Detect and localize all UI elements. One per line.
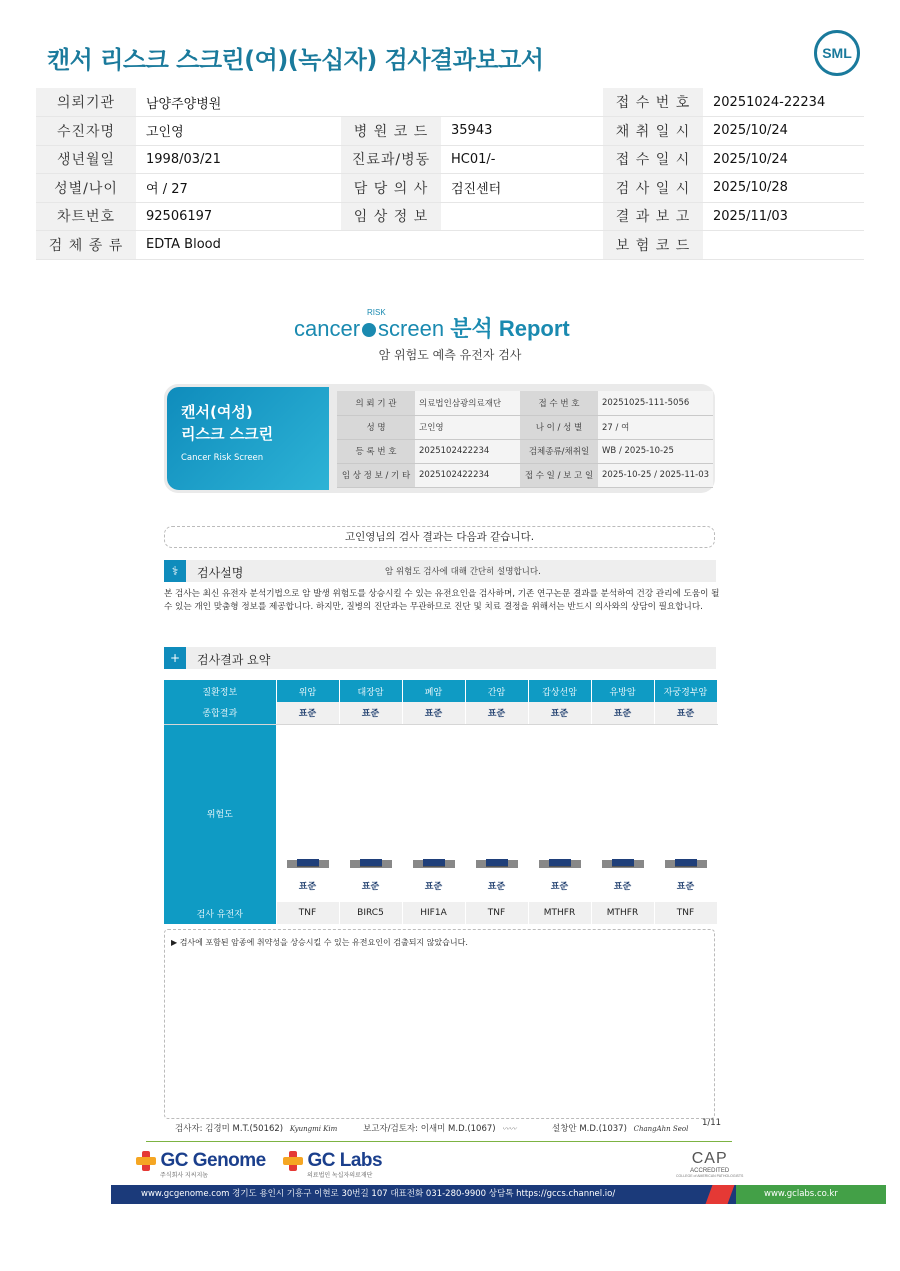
header-row xyxy=(36,88,864,117)
card-title-1: 캔서(여성) xyxy=(181,403,253,421)
result-summary-table xyxy=(164,680,718,924)
disease-name: 대장암 xyxy=(339,680,402,702)
header-value: 92506197 xyxy=(136,202,341,231)
header-row xyxy=(36,145,864,174)
risk-level-label: 표준 xyxy=(550,882,569,892)
card-row xyxy=(337,415,713,439)
label-gene: 검사 유전자 xyxy=(164,902,276,924)
card-value: 의료법인삼광의료재단 xyxy=(415,391,520,415)
card-label: 의 뢰 기 관 xyxy=(337,391,415,415)
header-label xyxy=(341,231,441,260)
gc-labs-logo xyxy=(283,1150,382,1179)
header-label: 임 상 정 보 xyxy=(341,202,441,231)
card-label: 성 명 xyxy=(337,415,415,439)
greeting-banner: 고인영님의 검사 결과는 다음과 같습니다. xyxy=(164,526,715,548)
header-value xyxy=(441,231,603,260)
header-value xyxy=(441,88,603,117)
card-row xyxy=(337,463,713,487)
cancer-risk-screen-logo xyxy=(294,308,570,343)
patient-info-table xyxy=(36,88,864,260)
card-label: 나 이 / 성 별 xyxy=(520,415,598,439)
header-value: 여 / 27 xyxy=(136,174,341,203)
reporter-name: 보고자/검토자: 이새미 M.D.(1067) xyxy=(363,1124,496,1134)
test-description-text: 본 검사는 최신 유전자 분석기법으로 암 발생 위험도를 상승시킬 수 있는 유전요인을 검사하며, 기존 연구논문 결과를 분석하여 건강 관리에 도움이 될 수 있는 개인 맞춤형 정보를 제공합니다. 하지만, 질병의 진단과는 무관하므로 진단 및 치료 결정을 위해서는 반드시 의사와의 상담이 필요합니다. xyxy=(164,589,720,613)
header-label: 담 당 의 사 xyxy=(341,174,441,203)
label-disease: 질환정보 xyxy=(164,680,276,702)
summary-result: 표준 xyxy=(654,702,717,724)
summary-result: 표준 xyxy=(591,702,654,724)
test-gene: HIF1A xyxy=(402,902,465,924)
page-title: 캔서 리스크 스크린(여)(녹십자) 검사결과보고서 xyxy=(47,46,544,74)
test-gene: TNF xyxy=(276,902,339,924)
header-value xyxy=(441,202,603,231)
header-value: 2025/11/03 xyxy=(703,202,864,231)
header-value: 1998/03/21 xyxy=(136,145,341,174)
risk-level-mark xyxy=(549,859,571,867)
card-value: 20251025-111-5056 xyxy=(598,391,713,415)
footer-red-stripe xyxy=(706,1185,735,1204)
gc-labs-name: GC Labs xyxy=(307,1150,383,1171)
label-risk: 위험도 xyxy=(164,724,276,902)
risk-level-mark xyxy=(360,859,382,867)
tester-signature xyxy=(175,1122,337,1134)
card-value: 2025-10-25 / 2025-11-03 xyxy=(598,463,713,487)
risk-cell xyxy=(276,724,339,902)
risk-level-label: 표준 xyxy=(613,882,632,892)
header-value: EDTA Blood xyxy=(136,231,341,260)
gc-genome-sub: 주식회사 지씨지놈 xyxy=(160,1173,209,1179)
disease-name: 유방암 xyxy=(591,680,654,702)
gc-genome-logo xyxy=(136,1150,266,1179)
risk-cell xyxy=(339,724,402,902)
header-label: 채 취 일 시 xyxy=(603,117,703,146)
test-gene: TNF xyxy=(465,902,528,924)
test-gene: MTHFR xyxy=(528,902,591,924)
risk-level-label: 표준 xyxy=(487,882,506,892)
header-label: 진료과/병동 xyxy=(341,145,441,174)
header-value: 20251024-22234 xyxy=(703,88,864,117)
risk-level-label: 표준 xyxy=(298,882,317,892)
risk-cell xyxy=(402,724,465,902)
card-title-2: 리스크 스크린 xyxy=(181,425,274,443)
reporter-signature xyxy=(363,1122,516,1134)
header-row xyxy=(36,202,864,231)
report-subtitle: 암 위험도 예측 유전자 검사 xyxy=(378,348,522,362)
disease-name: 갑상선암 xyxy=(528,680,591,702)
card-title-en: Cancer Risk Screen xyxy=(181,453,264,463)
risk-cell xyxy=(591,724,654,902)
medical-folder-icon: + xyxy=(164,647,186,669)
page-number: 1/11 xyxy=(702,1118,722,1128)
header-value: 2025/10/24 xyxy=(703,145,864,174)
reviewer-sign: ChangAhn Seol xyxy=(633,1125,689,1133)
header-value: 2025/10/28 xyxy=(703,174,864,203)
gc-labs-sub: 의료법인 녹십자의료재단 xyxy=(307,1173,373,1179)
gc-cross-icon xyxy=(136,1151,156,1171)
header-label: 수진자명 xyxy=(36,117,136,146)
card-row xyxy=(337,391,713,415)
reviewer-name: 설창안 M.D.(1037) xyxy=(552,1124,627,1134)
footer-right-text: www.gclabs.co.kr xyxy=(736,1185,886,1204)
disease-name: 간암 xyxy=(465,680,528,702)
test-gene: MTHFR xyxy=(591,902,654,924)
header-row xyxy=(36,117,864,146)
logo-screen: screen xyxy=(378,316,445,341)
sml-logo: SML xyxy=(814,30,860,76)
disease-name: 폐암 xyxy=(402,680,465,702)
section-title: 검사결과 요약 xyxy=(197,653,271,667)
reporter-sign-icon: 〰〰 xyxy=(502,1125,517,1133)
risk-cell xyxy=(528,724,591,902)
logo-cancer: cancer xyxy=(294,316,361,341)
card-value: 2025102422234 xyxy=(415,463,520,487)
risk-cell xyxy=(654,724,717,902)
card-label: 검체종류/채취일 xyxy=(520,439,598,463)
footer-left-text: www.gcgenome.com 경기도 용인시 기흥구 이현로 30번길 107 대표전화 031-280-9900 상담톡 https://gccs.channel.io/ xyxy=(141,1189,616,1199)
summary-result: 표준 xyxy=(339,702,402,724)
header-label: 접 수 번 호 xyxy=(603,88,703,117)
card-label: 접 수 번 호 xyxy=(520,391,598,415)
risk-cell xyxy=(465,724,528,902)
logo-dot-icon xyxy=(362,323,376,337)
card-value: 2025102422234 xyxy=(415,439,520,463)
card-info-table xyxy=(337,391,713,488)
card-label: 임 상 정 보 / 기 타 xyxy=(337,463,415,487)
risk-level-mark xyxy=(297,859,319,867)
header-value: 검진센터 xyxy=(441,174,603,203)
header-label: 결 과 보 고 xyxy=(603,202,703,231)
logo-report: 분석 Report xyxy=(450,316,570,341)
header-label: 접 수 일 시 xyxy=(603,145,703,174)
report-summary-card xyxy=(164,384,715,493)
gc-genome-name: GC Genome xyxy=(160,1150,266,1171)
cap-accredited-logo xyxy=(676,1150,743,1178)
header-value: 35943 xyxy=(441,117,603,146)
risk-level-label: 표준 xyxy=(361,882,380,892)
summary-result: 표준 xyxy=(528,702,591,724)
risk-level-mark xyxy=(423,859,445,867)
summary-result: 표준 xyxy=(465,702,528,724)
risk-level-mark xyxy=(675,859,697,867)
header-value: HC01/- xyxy=(441,145,603,174)
header-row xyxy=(36,231,864,260)
card-label: 접 수 일 / 보 고 일 xyxy=(520,463,598,487)
cap-title: CAP xyxy=(691,1150,728,1167)
header-row xyxy=(36,174,864,203)
card-row xyxy=(337,439,713,463)
disease-name: 자궁경부암 xyxy=(654,680,717,702)
reviewer-signature xyxy=(552,1122,688,1134)
summary-result: 표준 xyxy=(276,702,339,724)
label-summary: 종합결과 xyxy=(164,702,276,724)
result-note: ▶ 검사에 포함된 암종에 취약성을 상승시킬 수 있는 유전요인이 검출되지 않았습니다. xyxy=(164,929,715,1119)
header-value: 남양주양병원 xyxy=(136,88,341,117)
section-result-summary xyxy=(164,647,716,669)
header-label: 검 사 일 시 xyxy=(603,174,703,203)
header-label: 성별/나이 xyxy=(36,174,136,203)
logo-risk: RISK xyxy=(367,308,386,317)
card-label: 등 록 번 호 xyxy=(337,439,415,463)
risk-level-label: 표준 xyxy=(676,882,695,892)
test-gene: BIRC5 xyxy=(339,902,402,924)
section-title: 검사설명 xyxy=(197,566,244,580)
header-label xyxy=(341,88,441,117)
card-value: WB / 2025-10-25 xyxy=(598,439,713,463)
section-test-description xyxy=(164,560,716,582)
card-title-panel xyxy=(167,387,329,490)
header-label: 의뢰기관 xyxy=(36,88,136,117)
header-value: 2025/10/24 xyxy=(703,117,864,146)
stethoscope-icon: ⚕ xyxy=(164,560,186,582)
card-value: 27 / 여 xyxy=(598,415,713,439)
section-note: 암 위험도 검사에 대해 간단히 설명합니다. xyxy=(385,567,541,577)
cap-small: COLLEGE of AMERICAN PATHOLOGISTS xyxy=(676,1174,744,1178)
header-label: 차트번호 xyxy=(36,202,136,231)
tester-sign: Kyungmi Kim xyxy=(289,1125,338,1133)
header-label: 보 험 코 드 xyxy=(603,231,703,260)
risk-level-label: 표준 xyxy=(424,882,443,892)
gc-cross-icon xyxy=(283,1151,303,1171)
card-value: 고인영 xyxy=(415,415,520,439)
test-gene: TNF xyxy=(654,902,717,924)
header-label: 병 원 코 드 xyxy=(341,117,441,146)
header-label: 검 체 종 류 xyxy=(36,231,136,260)
header-value: 고인영 xyxy=(136,117,341,146)
header-label: 생년월일 xyxy=(36,145,136,174)
header-value xyxy=(703,231,864,260)
risk-level-mark xyxy=(486,859,508,867)
cap-sub: ACCREDITED xyxy=(690,1168,730,1174)
footer-divider xyxy=(146,1141,732,1142)
risk-level-mark xyxy=(612,859,634,867)
tester-name: 검사자: 김경미 M.T.(50162) xyxy=(175,1124,284,1134)
footer-bar xyxy=(111,1185,838,1204)
summary-result: 표준 xyxy=(402,702,465,724)
disease-name: 위암 xyxy=(276,680,339,702)
